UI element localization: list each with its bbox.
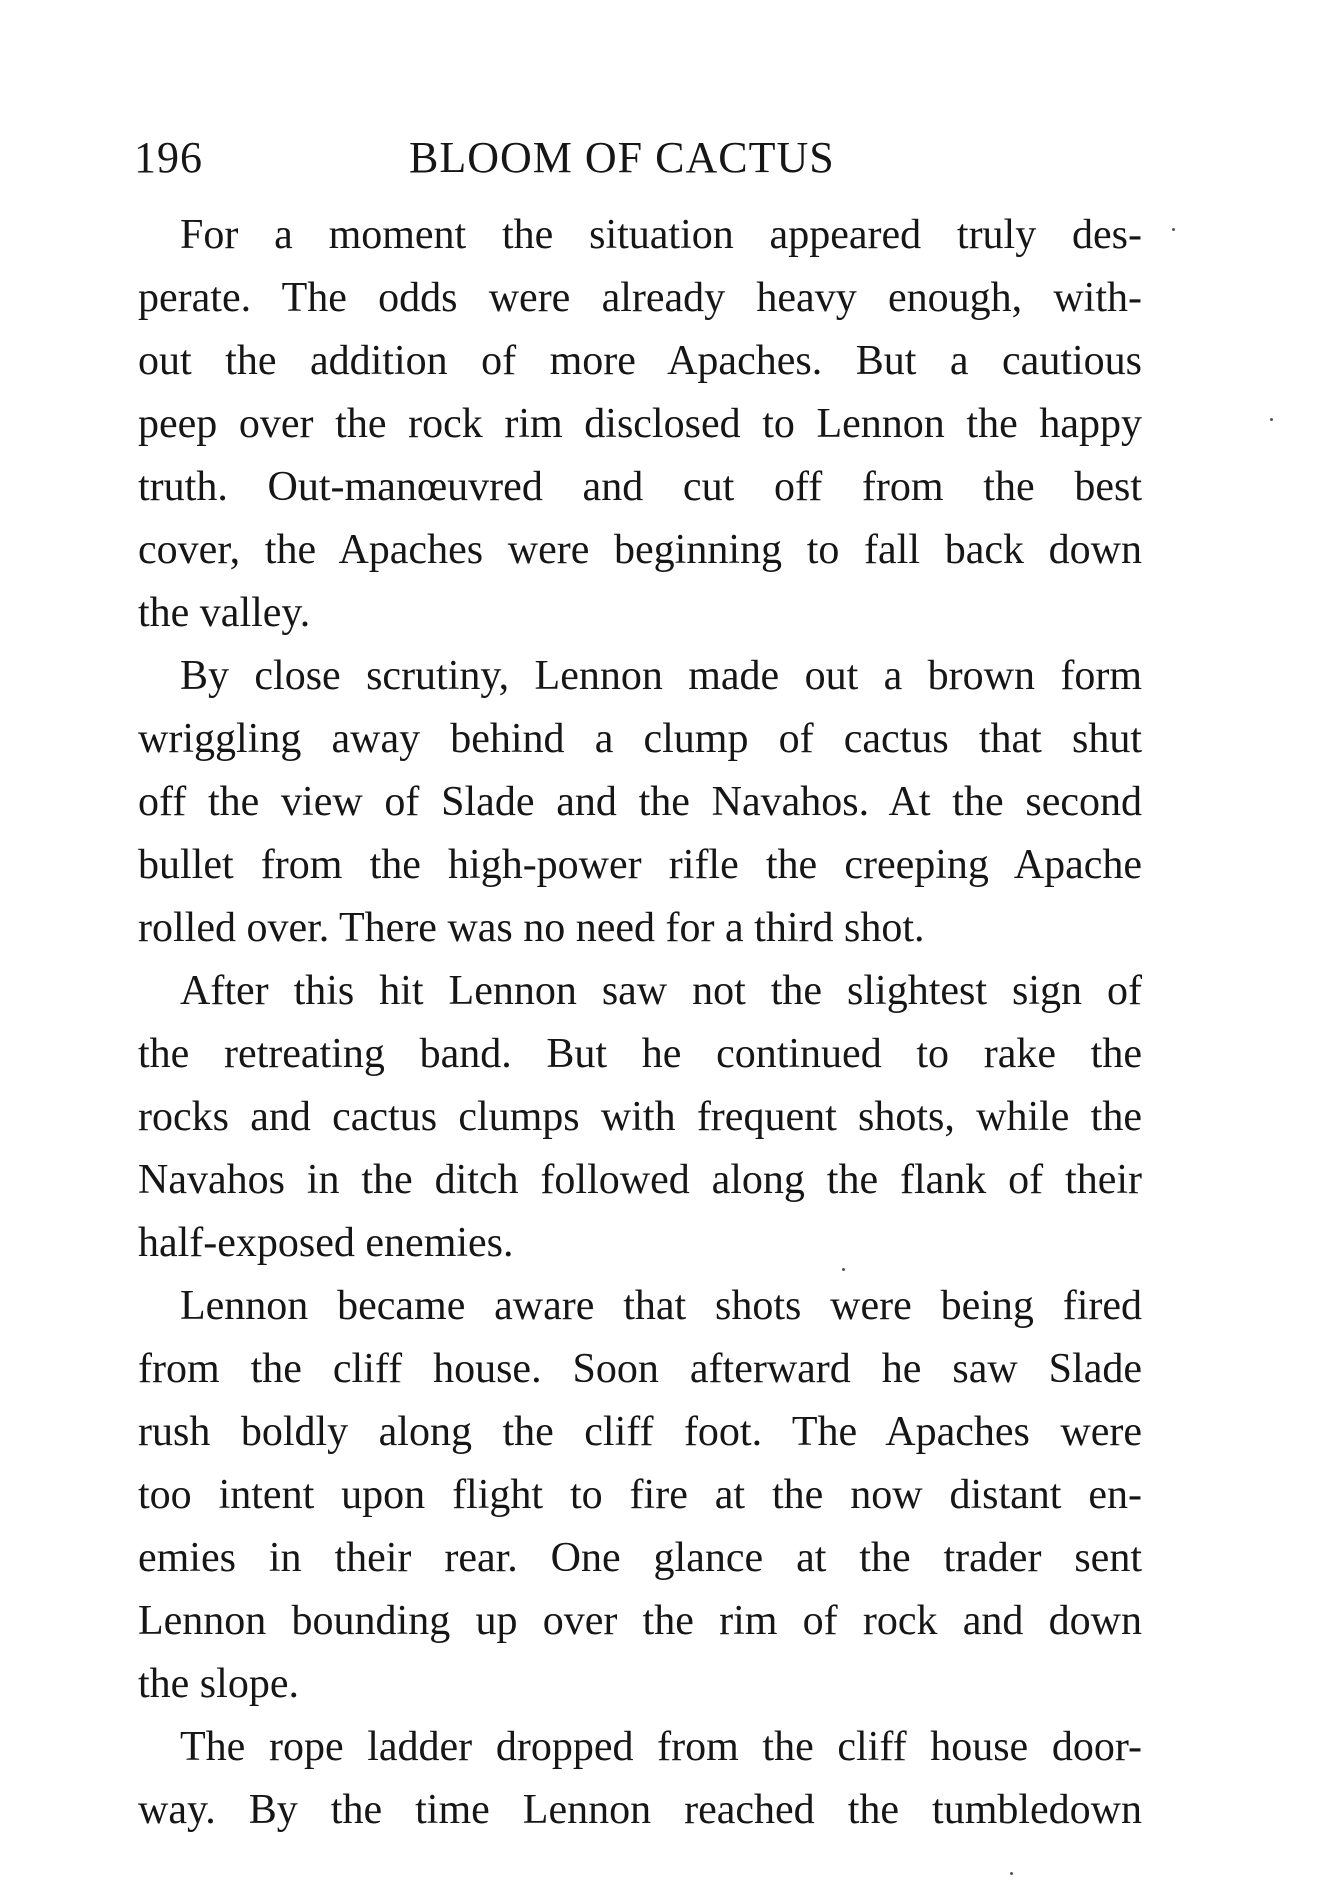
text-line: from the cliff house. Soon afterward he saw Slade — [138, 1346, 1142, 1392]
print-speck — [842, 1268, 845, 1271]
text-line: too intent upon flight to fire at the now distant en- — [138, 1472, 1142, 1518]
text-line: off the view of Slade and the Navahos. At the second — [138, 779, 1142, 825]
text-line: peep over the rock rim disclosed to Lennon the happy — [138, 401, 1142, 447]
text-line: the valley. — [138, 590, 311, 636]
print-speck — [1010, 1872, 1013, 1875]
paragraph-5 — [138, 1716, 1142, 1842]
text-line: the retreating band. But he continued to rake the — [138, 1031, 1142, 1077]
text-line: Navahos in the ditch followed along the flank of their — [138, 1157, 1142, 1203]
text-line: emies in their rear. One glance at the trader sent — [138, 1535, 1142, 1581]
text-line: rolled over. There was no need for a third shot. — [138, 905, 925, 951]
page-number: 196 — [134, 133, 203, 182]
text-line: Lennon became aware that shots were being fired — [180, 1283, 1142, 1329]
text-line: half-exposed enemies. — [138, 1220, 514, 1266]
text-line: After this hit Lennon saw not the slightest sign of — [180, 968, 1142, 1014]
book-title: BLOOM OF CACTUS — [409, 133, 835, 182]
text-line: cover, the Apaches were beginning to fall back down — [138, 527, 1142, 573]
paragraph-4 — [138, 1275, 1142, 1716]
text-line: rocks and cactus clumps with frequent shots, while the — [138, 1094, 1142, 1140]
text-line: For a moment the situation appeared truly des- — [180, 212, 1142, 258]
text-line: Lennon bounding up over the rim of rock and down — [138, 1598, 1142, 1644]
text-line: wriggling away behind a clump of cactus that shut — [138, 716, 1142, 762]
text-line: perate. The odds were already heavy enough, with- — [138, 275, 1142, 321]
text-line: rush boldly along the cliff foot. The Apaches were — [138, 1409, 1142, 1455]
print-speck — [1270, 418, 1273, 421]
text-line: the slope. — [138, 1661, 299, 1707]
text-line: out the addition of more Apaches. But a cautious — [138, 338, 1142, 384]
text-line: truth. Out-manœuvred and cut off from the best — [138, 464, 1142, 510]
text-line: bullet from the high-power rifle the creeping Apache — [138, 842, 1142, 888]
text-line: By close scrutiny, Lennon made out a brown form — [180, 653, 1142, 699]
print-speck — [1172, 228, 1175, 231]
paragraph-1 — [138, 204, 1142, 645]
body-text — [138, 204, 1142, 1842]
paragraph-3 — [138, 960, 1142, 1275]
text-line: The rope ladder dropped from the cliff house door- — [180, 1724, 1142, 1770]
running-head — [134, 126, 1144, 190]
paragraph-2 — [138, 645, 1142, 960]
text-line: way. By the time Lennon reached the tumbledown — [138, 1787, 1142, 1833]
